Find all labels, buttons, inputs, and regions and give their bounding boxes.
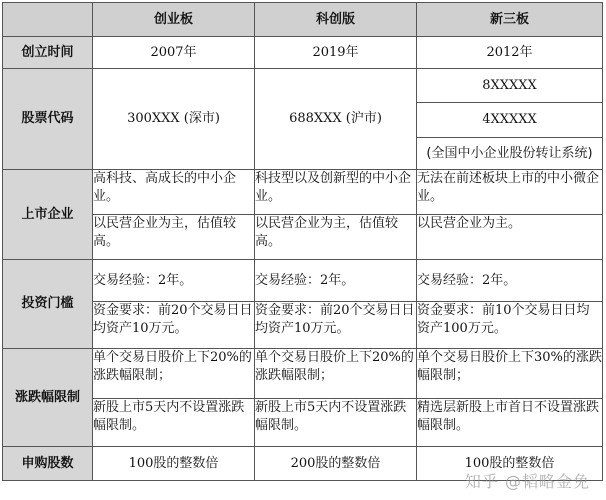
col-header-star-market: 科创版 — [255, 3, 417, 37]
cell-threshold-neeq-b: 资金要求：前10个交易日日均资产100万元。 — [417, 302, 603, 349]
cell-listing-star-a: 科技型以及创新型的中小企业。 — [255, 170, 417, 215]
corner-cell — [3, 3, 93, 37]
table-row — [3, 302, 603, 349]
table-row — [3, 69, 603, 103]
cell-limit-star-a: 单个交易日股价上下20%的涨跌幅限制； — [255, 349, 417, 399]
cell-threshold-neeq-a: 交易经验：2年。 — [417, 260, 603, 302]
table-row — [3, 399, 603, 447]
cell-founding-chinext: 2007年 — [93, 37, 255, 69]
cell-subscribe-neeq: 100股的整数倍 — [417, 447, 603, 481]
cell-code-neeq-4: 4XXXXX — [417, 103, 603, 138]
table-row — [3, 170, 603, 215]
cell-limit-neeq-a: 单个交易日股价上下30%的涨跌幅限制； — [417, 349, 603, 399]
cell-subscribe-star: 200股的整数倍 — [255, 447, 417, 481]
col-header-chinext: 创业板 — [93, 3, 255, 37]
cell-listing-neeq-a: 无法在前述板块上市的中小微企业。 — [417, 170, 603, 215]
cell-code-star: 688XXX (沪市) — [255, 69, 417, 170]
cell-founding-neeq: 2012年 — [417, 37, 603, 69]
cell-limit-chinext-b: 新股上市5天内不设置涨跌幅限制。 — [93, 399, 255, 447]
cell-listing-chinext-b: 以民营企业为主，估值较高。 — [93, 215, 255, 260]
cell-code-neeq-note: (全国中小企业股份转让系统) — [417, 138, 603, 170]
row-header-threshold: 投资门槛 — [3, 260, 93, 349]
row-header-limit: 涨跌幅限制 — [3, 349, 93, 447]
cell-limit-neeq-b: 精选层新股上市首日不设置涨跌幅限制。 — [417, 399, 603, 447]
cell-limit-star-b: 新股上市5天内不设置涨跌幅限制。 — [255, 399, 417, 447]
cell-listing-star-b: 以民营企业为主，估值较高。 — [255, 215, 417, 260]
cell-threshold-star-b: 资金要求：前20个交易日日均资产10万元。 — [255, 302, 417, 349]
cell-founding-star: 2019年 — [255, 37, 417, 69]
table-row — [3, 215, 603, 260]
cell-subscribe-chinext: 100股的整数倍 — [93, 447, 255, 481]
cell-code-chinext: 300XXX (深市) — [93, 69, 255, 170]
cell-code-neeq-8: 8XXXXX — [417, 69, 603, 103]
cell-threshold-chinext-a: 交易经验：2年。 — [93, 260, 255, 302]
row-header-subscribe: 申购股数 — [3, 447, 93, 481]
col-header-neeq: 新三板 — [417, 3, 603, 37]
cell-listing-chinext-a: 高科技、高成长的中小企业。 — [93, 170, 255, 215]
header-row — [3, 3, 603, 37]
row-header-founding: 创立时间 — [3, 37, 93, 69]
cell-threshold-chinext-b: 资金要求：前20个交易日日均资产10万元。 — [93, 302, 255, 349]
watermark: 知乎 @韬略金免 — [464, 472, 590, 491]
row-header-listing: 上市企业 — [3, 170, 93, 260]
cell-limit-chinext-a: 单个交易日股价上下20%的涨跌幅限制； — [93, 349, 255, 399]
table-row — [3, 349, 603, 399]
table-row — [3, 37, 603, 69]
cell-listing-neeq-b: 以民营企业为主。 — [417, 215, 603, 260]
row-header-code: 股票代码 — [3, 69, 93, 170]
comparison-table — [2, 2, 603, 481]
table-row — [3, 260, 603, 302]
cell-threshold-star-a: 交易经验：2年。 — [255, 260, 417, 302]
